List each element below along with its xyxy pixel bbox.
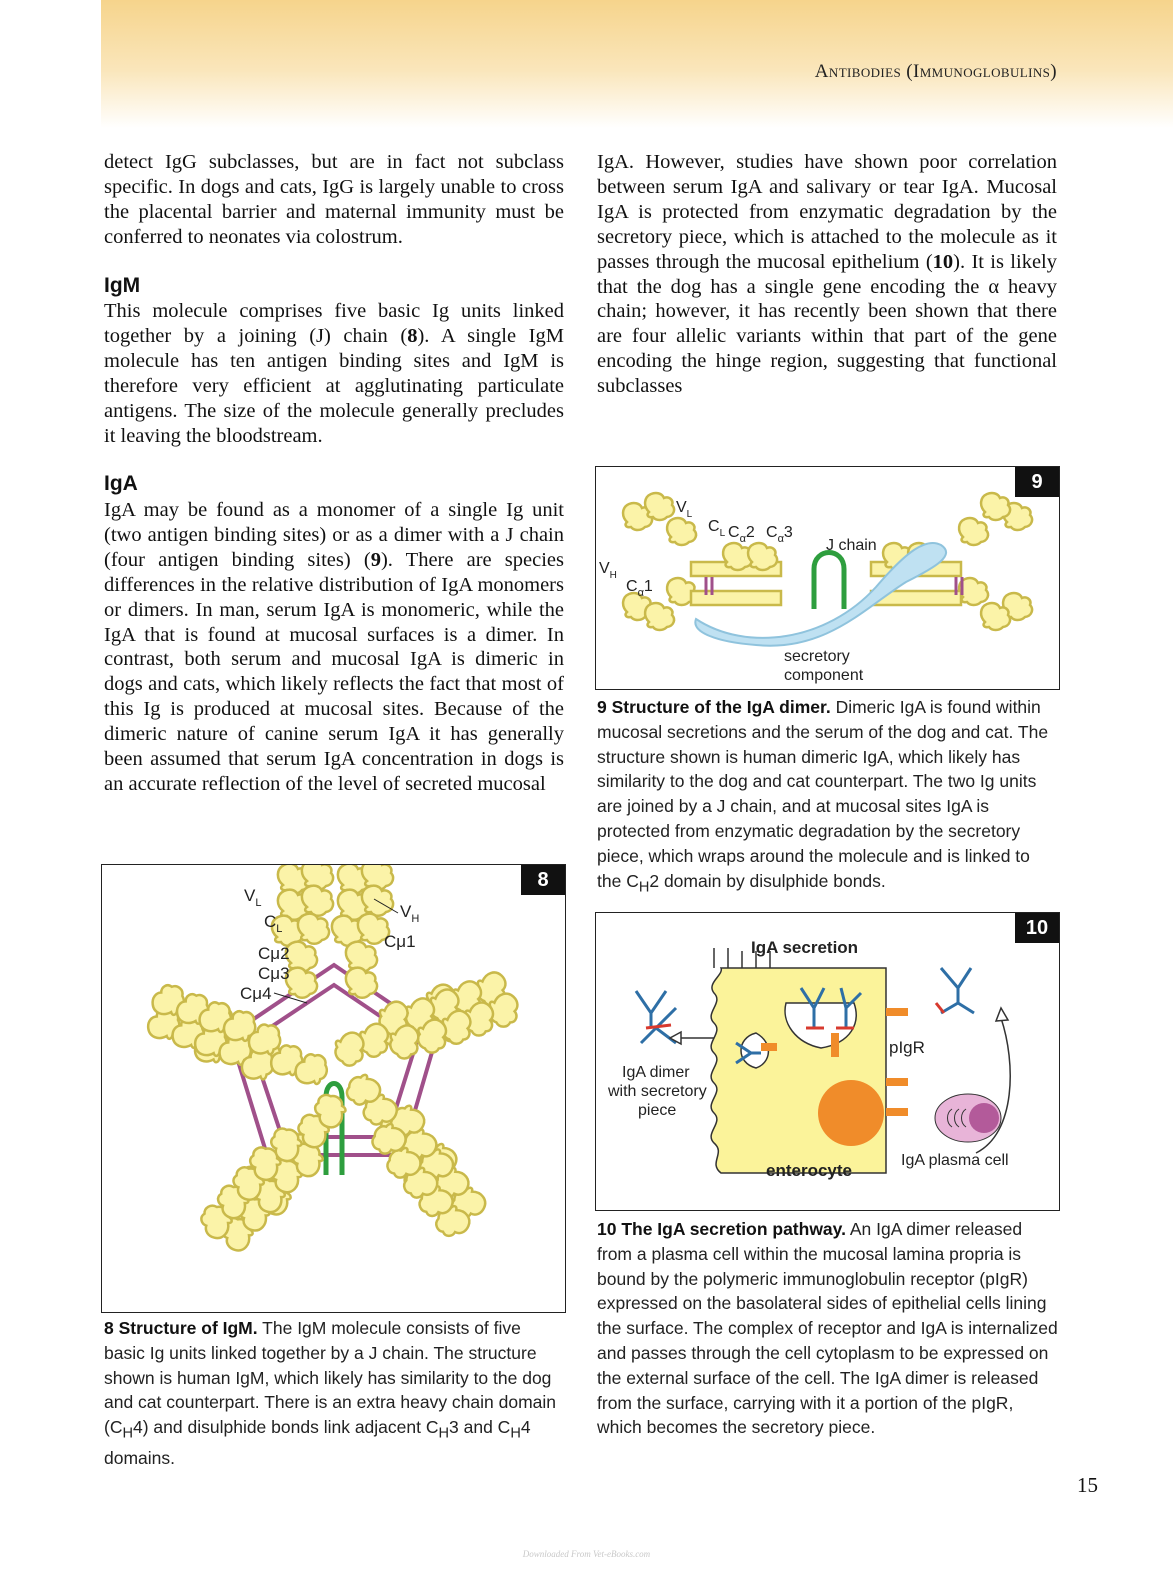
label-vh: $V_H$ [400, 902, 420, 925]
nucleus [818, 1080, 884, 1146]
label-j-chain: J chain [826, 537, 877, 554]
igm-arm-top [272, 865, 393, 998]
figure-10-caption: 10 The IgA secretion pathway. An IgA dimer released from a plasma cell within the mucosal lamina propria is bound by the polymeric immunoglobulin receptor (pIgR) expressed on the basolateral sides of epithelial cells lining the surface. The complex of receptor and IgA is internalized and passes through the cell cytoplasm to be expressed on the external surface of the cell. The IgA dimer is released from the surface, carrying with it a portion of the pIgR, which becomes the secretory piece. [597, 1219, 1058, 1438]
running-head: Antibodies (Immunoglobulins) [814, 61, 1057, 82]
label-cmu2: Cμ2 [258, 944, 290, 963]
label-iga-dimer: IgA dimer [622, 1064, 690, 1081]
figure-number-9: 9 [1015, 467, 1059, 497]
label-vl: $V_L$ [244, 886, 262, 909]
paragraph-igm: This molecule comprises five basic Ig units linked together by a joining (J) chain (8). A single IgM molecule has ten antigen binding sites and IgM is therefore very efficient at agglutinating particulate antigens. The size of the molecule generally precludes it leaving the bloodstream. [104, 300, 564, 447]
figure-number-10: 10 [1015, 913, 1059, 943]
label-pigr: pIgR [889, 1038, 925, 1057]
iga-heading: IgA [104, 472, 138, 495]
label-component: component [784, 667, 864, 684]
paragraph-iga: IgA may be found as a monomer of a single Ig unit (two antigen binding sites) or as a dimer with a J chain (four antigen binding sites) (9). There are species differences in the relative distribution of IgA monomers or dimers. In man, serum IgA is monomeric, while the IgA that is found at mucosal surfaces is a dimer. In contrast, both serum and mucosal IgA is dimeric in dogs and cats, which likely reflects the fact that most of this Ig is produced at mucosal sites. Because of the dimeric nature of canine serum IgA it has generally been assumed that serum IgA concentration in dogs is an accurate reflection of the level of secreted mucosal [104, 499, 564, 795]
label-cmu1: Cμ1 [384, 932, 416, 951]
figure-8-caption: 8 Structure of IgM. The IgM molecule consists of five basic Ig units linked together by a J chain. The structure shown is human IgM, which likely has similarity to the dog and cat counterpart. There is an extra heavy chain domain $(C_H4)$ and disulphide bonds link adjacent $C_H3$ and $C_H4$ domains. [104, 1318, 557, 1469]
label-vh: $V_H$ [599, 560, 617, 581]
label-ca2: $C_\alpha 2$ [728, 524, 755, 545]
igm-arm-left [139, 980, 337, 1102]
label-enterocyte: enterocyte [766, 1161, 852, 1180]
label-iga-secretion: IgA secretion [751, 938, 859, 957]
iga-left-unit [623, 493, 781, 630]
label-piece: piece [638, 1102, 677, 1119]
iga-right-unit [871, 493, 1032, 630]
figure-9-caption: 9 Structure of the IgA dimer. Dimeric IgA is found within mucosal secretions and the serum of the dog and cat. The structure shown is human dimeric IgA, which likely has similarity to the dog and cat counterpart. The two Ig units are joined by a J chain, and at mucosal sites IgA is protected from enzymatic degradation by the secretory piece, which wraps around the molecule and is linked to the $C_H2$ domain by disulphide bonds. [597, 697, 1049, 896]
figure-10-iga-secretion [595, 912, 1060, 1211]
figure-9-iga-dimer [595, 466, 1060, 690]
label-iga-plasma-cell: IgA plasma cell [901, 1152, 1009, 1169]
label-with-secretory: with secretory [608, 1083, 707, 1100]
label-secretory: secretory [784, 648, 850, 665]
iga-dimer-diagram [596, 467, 1059, 689]
igm-pentamer-diagram [102, 865, 565, 1312]
iga-secretion-diagram [596, 913, 1059, 1210]
label-vl: $V_L$ [676, 499, 693, 520]
paragraph-iga-continued: IgA. However, studies have shown poor correlation between serum IgA and salivary or tear IgA. Mucosal IgA is protected from enzymatic degradation by the secretory piece, which is attached to the molecule as it passes through the mucosal epithelium (10). It is likely that the dog has a single gene encoding the α heavy chain; however, it has recently been shown that there are four allelic variants within that part of the gene encoding the hinge region, suggesting that functional subclasses [597, 151, 1057, 398]
label-ca3: $C_\alpha 3$ [766, 524, 793, 545]
figure-8-igm [101, 864, 566, 1313]
label-cmu3: Cμ3 [258, 964, 290, 983]
igm-heading: IgM [104, 274, 141, 297]
label-cl: $C_L$ [264, 912, 283, 935]
label-cl: $C_L$ [708, 518, 726, 539]
igm-arm-bottom-left [194, 1079, 362, 1262]
label-ca1: $C_\alpha 1$ [626, 578, 653, 599]
igm-arm-bottom-right [329, 1060, 497, 1243]
label-cmu4: Cμ4 [240, 984, 272, 1003]
figure-number-8: 8 [521, 865, 565, 895]
page-number: 15 [1077, 1473, 1098, 1497]
download-watermark: Downloaded From Vet-eBooks.com [522, 1549, 651, 1559]
paragraph-igg-continuation: detect IgG subclasses, but are in fact not subclass specific. In dogs and cats, IgG is largely unable to cross the placental barrier and maternal immunity must be conferred to neonates via colostrum. [104, 151, 564, 248]
